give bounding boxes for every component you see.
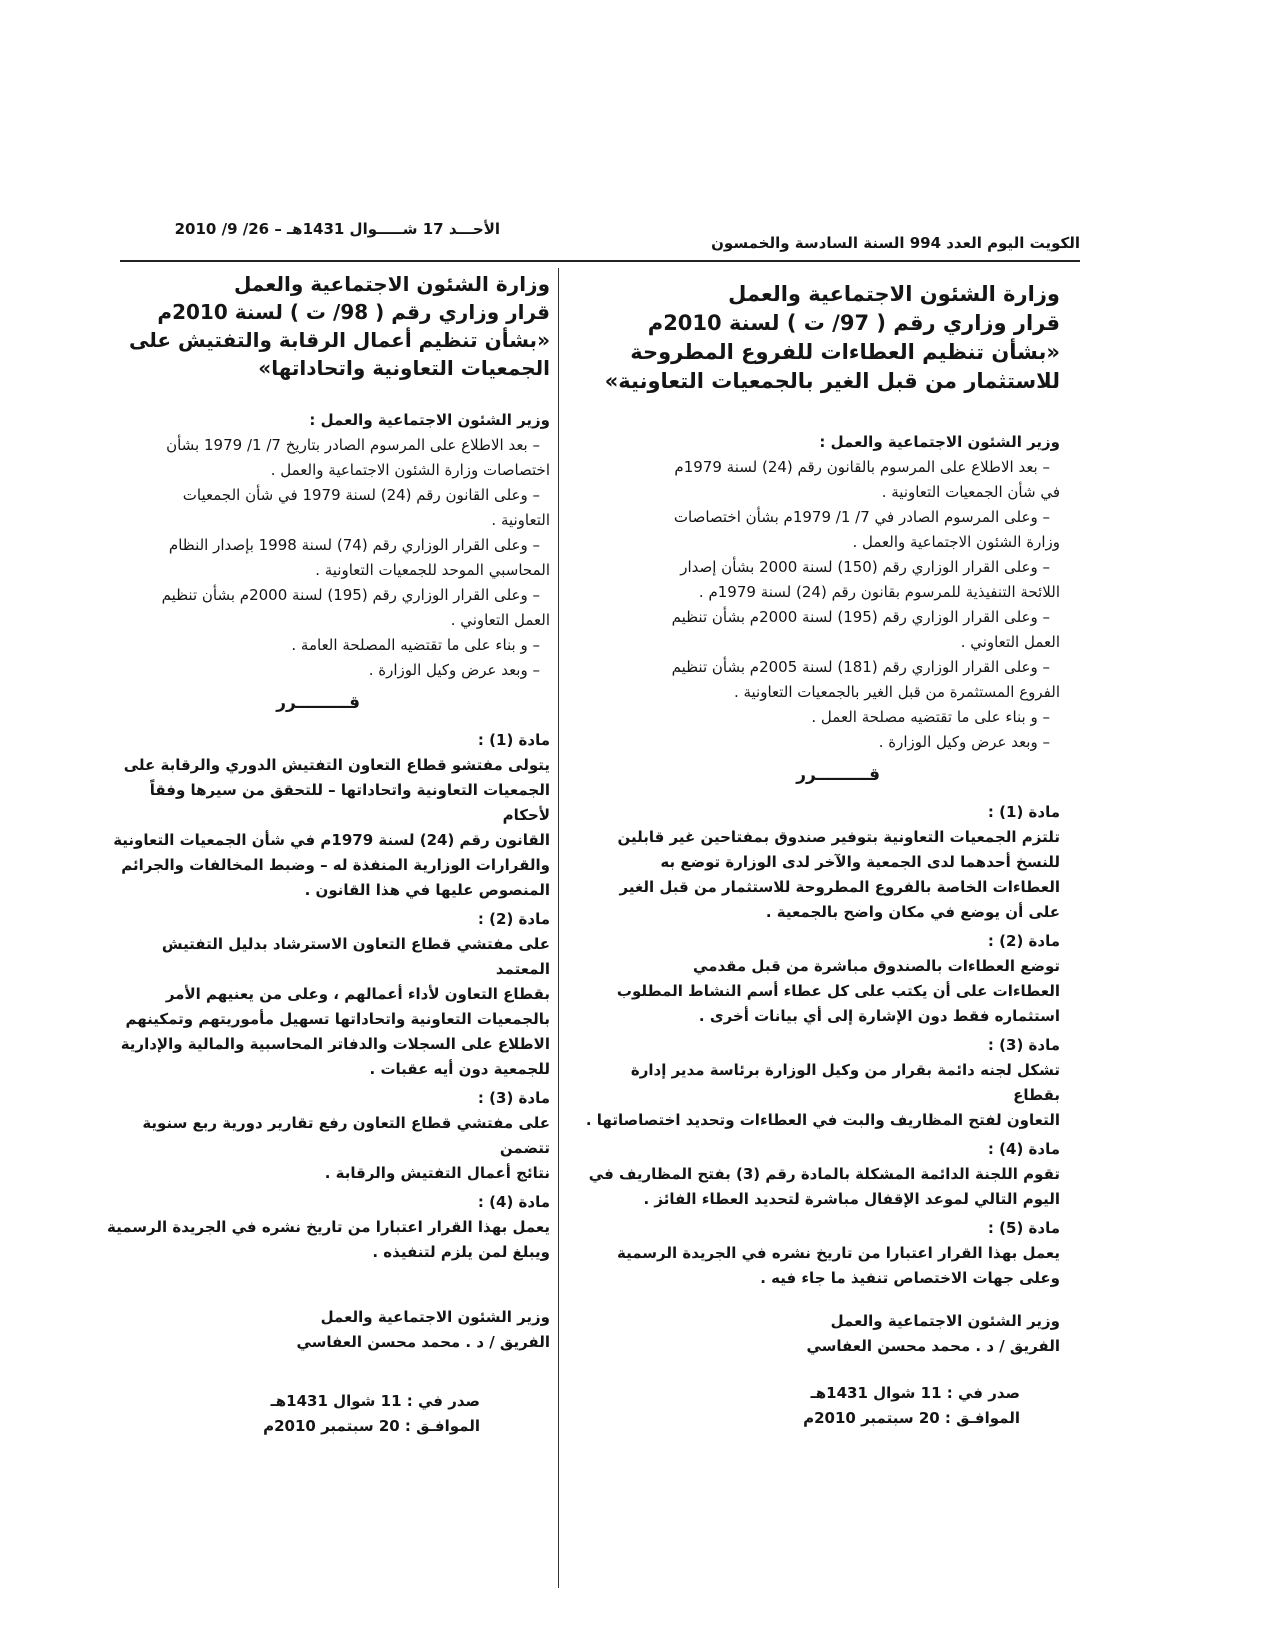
- article-text: [105, 753, 550, 903]
- title-line: قرار وزاري رقم ( 97/ ت ) لسنة 2010م: [647, 311, 1060, 335]
- article-line: يتولى مفتشو قطاع التعاون التفتيش الدوري والرقابة على: [123, 756, 550, 774]
- decree-98-issue-date: [105, 1389, 550, 1439]
- article-text: [105, 1111, 550, 1186]
- article-text: [580, 1241, 1060, 1291]
- article-line: يعمل بهذا القرار اعتبارا من تاريخ نشره في الجريدة الرسمية: [616, 1244, 1060, 1262]
- preamble-heading: وزير الشئون الاجتماعية والعمل :: [819, 433, 1060, 451]
- header-rule: [120, 260, 1080, 262]
- article-line: العطاءات الخاصة بالفروع المطروحة للاستثمار من قبل الغير: [619, 878, 1060, 896]
- article-line: للنسخ أحدهما لدى الجمعية والآخر لدى الوزارة توضع به: [660, 853, 1060, 871]
- preamble-line: – بعد الاطلاع على المرسوم بالقانون رقم (24) لسنة 1979م: [674, 458, 1050, 476]
- preamble-line: – و بناء على ما تقتضيه المصلحة العامة .: [291, 636, 540, 654]
- article-line: نتائج أعمال التفتيش والرقابة .: [324, 1164, 550, 1182]
- preamble-line: – وعلى القرار الوزاري رقم (195) لسنة 2000م بشأن تنظيم: [161, 586, 540, 604]
- article-line: بالجمعيات التعاونية واتحاداتها تسهيل مأموريتهم وتمكينهم: [125, 1010, 550, 1028]
- article-line: الجمعيات التعاونية واتحاداتها – للتحقق من سيرها وفقاً لأحكام: [149, 781, 550, 824]
- preamble-line: في شأن الجمعيات التعاونية .: [881, 483, 1060, 501]
- signature-title: وزير الشئون الاجتماعية والعمل: [320, 1308, 550, 1326]
- preamble-line: – بعد الاطلاع على المرسوم الصادر بتاريخ 7/ 1/ 1979 بشأن: [166, 436, 540, 454]
- article-heading: مادة (5) :: [987, 1219, 1060, 1237]
- article-heading: مادة (2) :: [987, 932, 1060, 950]
- title-line: وزارة الشئون الاجتماعية والعمل: [728, 282, 1060, 306]
- article-line: تشكل لجنه دائمة بقرار من وكيل الوزارة برئاسة مدير إدارة بقطاع: [630, 1061, 1060, 1104]
- article-text: [580, 1162, 1060, 1212]
- decree-98-column: [105, 270, 550, 1439]
- decides-heading: قـــــــــرر: [276, 693, 360, 713]
- article-heading: مادة (4) :: [477, 1193, 550, 1211]
- article-heading: مادة (4) :: [987, 1140, 1060, 1158]
- preamble-line: – وعلى القرار الوزاري رقم (74) لسنة 1998 بإصدار النظام: [168, 536, 540, 554]
- preamble-line: الفروع المستثمرة من قبل الغير بالجمعيات التعاونية .: [733, 683, 1060, 701]
- article-line: تلتزم الجمعيات التعاونية بتوفير صندوق بمفتاحين غير قابلين: [617, 828, 1060, 846]
- article-heading: مادة (1) :: [987, 803, 1060, 821]
- decree-98-articles: [105, 728, 550, 1265]
- preamble-line: – وبعد عرض وكيل الوزارة .: [368, 661, 540, 679]
- article-text: [580, 825, 1060, 925]
- preamble-line: العمل التعاوني .: [450, 611, 550, 629]
- signature-title: وزير الشئون الاجتماعية والعمل: [830, 1312, 1060, 1330]
- preamble-heading: وزير الشئون الاجتماعية والعمل :: [309, 411, 550, 429]
- preamble-line: – وعلى القرار الوزاري رقم (181) لسنة 2005م بشأن تنظيم: [671, 658, 1050, 676]
- article-line: بقطاع التعاون لأداء أعمالهم ، وعلى من يعنيهم الأمر: [165, 985, 550, 1003]
- article-line: القانون رقم (24) لسنة 1979م في شأن الجمعيات التعاونية: [113, 831, 550, 849]
- running-header-issue: الكويت اليوم العدد 994 السنة السادسة والخمسون: [711, 234, 1080, 252]
- preamble-line: – وبعد عرض وكيل الوزارة .: [878, 733, 1050, 751]
- article-line: على مفتشي قطاع التعاون رفع تقارير دورية ربع سنوية تتضمن: [142, 1114, 550, 1157]
- article-line: يعمل بهذا القرار اعتبارا من تاريخ نشره في الجريدة الرسمية: [106, 1218, 550, 1236]
- decree-98-title: [105, 270, 550, 382]
- article-line: المنصوص عليها في هذا القانون .: [304, 881, 550, 899]
- article-line: توضع العطاءات بالصندوق مباشرة من قبل مقدمي: [693, 957, 1060, 975]
- article-text: [105, 932, 550, 1082]
- decree-97-title: [580, 280, 1060, 396]
- article-text: [580, 954, 1060, 1029]
- title-line: وزارة الشئون الاجتماعية والعمل: [233, 272, 550, 296]
- article-text: [580, 1058, 1060, 1133]
- article-text: [105, 1215, 550, 1265]
- article-line: اليوم التالي لموعد الإقفال مباشرة لتحديد العطاء الفائز .: [643, 1190, 1060, 1208]
- preamble-line: – وعلى القانون رقم (24) لسنة 1979 في شأن الجمعيات: [182, 486, 540, 504]
- article-line: ويبلغ لمن يلزم لتنفيذه .: [372, 1243, 550, 1261]
- article-heading: مادة (3) :: [477, 1089, 550, 1107]
- title-line: قرار وزاري رقم ( 98/ ت ) لسنة 2010م: [157, 300, 550, 324]
- article-line: الاطلاع على السجلات والدفاتر المحاسبية والمالية والإدارية: [120, 1035, 550, 1053]
- article-line: تقوم اللجنة الدائمة المشكلة بالمادة رقم (3) بفتح المظاريف في: [588, 1165, 1060, 1183]
- decree-97-signature: [580, 1309, 1060, 1359]
- article-line: والقرارات الوزارية المنفذة له – وضبط المخالفات والجرائم: [121, 856, 550, 874]
- decree-97-issue-date: [580, 1381, 1060, 1431]
- article-line: وعلى جهات الاختصاص تنفيذ ما جاء فيه .: [760, 1269, 1060, 1287]
- preamble-line: اختصاصات وزارة الشئون الاجتماعية والعمل .: [270, 461, 550, 479]
- preamble-line: التعاونية .: [491, 511, 550, 529]
- preamble-line: وزارة الشئون الاجتماعية والعمل .: [852, 533, 1060, 551]
- article-heading: مادة (2) :: [477, 910, 550, 928]
- issued-gregorian: الموافـق : 20 سبتمبر 2010م: [263, 1417, 480, 1435]
- preamble-line: – وعلى القرار الوزاري رقم (150) لسنة 2000 بشأن إصدار: [680, 558, 1050, 576]
- article-line: التعاون لفتح المظاريف والبت في العطاءات وتحديد اختصاصاتها .: [585, 1111, 1060, 1129]
- title-line: للاستثمار من قبل الغير بالجمعيات التعاونية»: [604, 369, 1060, 393]
- signature-name: الفريق / د . محمد محسن العفاسي: [296, 1333, 550, 1351]
- preamble-line: المحاسبي الموحد للجمعيات التعاونية .: [315, 561, 550, 579]
- preamble-line: العمل التعاوني .: [960, 633, 1060, 651]
- issued-hijri: صدر في : 11 شوال 1431هـ: [270, 1392, 480, 1410]
- preamble-line: اللائحة التنفيذية للمرسوم بقانون رقم (24) لسنة 1979م .: [698, 583, 1060, 601]
- article-line: على مفتشي قطاع التعاون الاسترشاد بدليل التفتيش المعتمد: [161, 935, 550, 978]
- signature-name: الفريق / د . محمد محسن العفاسي: [806, 1337, 1060, 1355]
- decides-heading: قـــــــــرر: [796, 765, 880, 785]
- decree-98-signature: [105, 1305, 550, 1355]
- article-line: على أن يوضع في مكان واضح بالجمعية .: [765, 903, 1060, 921]
- preamble-line: – وعلى المرسوم الصادر في 7/ 1/ 1979م بشأن اختصاصات: [673, 508, 1050, 526]
- title-line: «بشأن تنظيم أعمال الرقابة والتفتيش على: [128, 328, 550, 352]
- preamble-line: – وعلى القرار الوزاري رقم (195) لسنة 2000م بشأن تنظيم: [671, 608, 1050, 626]
- article-heading: مادة (1) :: [477, 731, 550, 749]
- decree-97-preamble: [580, 455, 1060, 755]
- decree-97-articles: [580, 800, 1060, 1291]
- title-line: الجمعيات التعاونية واتحاداتها»: [258, 356, 550, 380]
- article-line: استثماره فقط دون الإشارة إلى أي بيانات أخرى .: [698, 1007, 1060, 1025]
- article-heading: مادة (3) :: [987, 1036, 1060, 1054]
- decree-98-preamble: [105, 433, 550, 683]
- decree-97-column: [580, 280, 1060, 1431]
- article-line: العطاءات على أن يكتب على كل عطاء أسم النشاط المطلوب: [616, 982, 1060, 1000]
- title-line: «بشأن تنظيم العطاءات للفروع المطروحة: [630, 340, 1060, 364]
- running-header-date: الأحـــد 17 شـــــوال 1431هـ – 26/ 9/ 2010: [174, 220, 500, 238]
- issued-hijri: صدر في : 11 شوال 1431هـ: [810, 1384, 1020, 1402]
- preamble-line: – و بناء على ما تقتضيه مصلحة العمل .: [811, 708, 1050, 726]
- issued-gregorian: الموافـق : 20 سبتمبر 2010م: [803, 1409, 1020, 1427]
- article-line: للجمعية دون أيه عقبات .: [369, 1060, 550, 1078]
- column-divider: [558, 268, 559, 1588]
